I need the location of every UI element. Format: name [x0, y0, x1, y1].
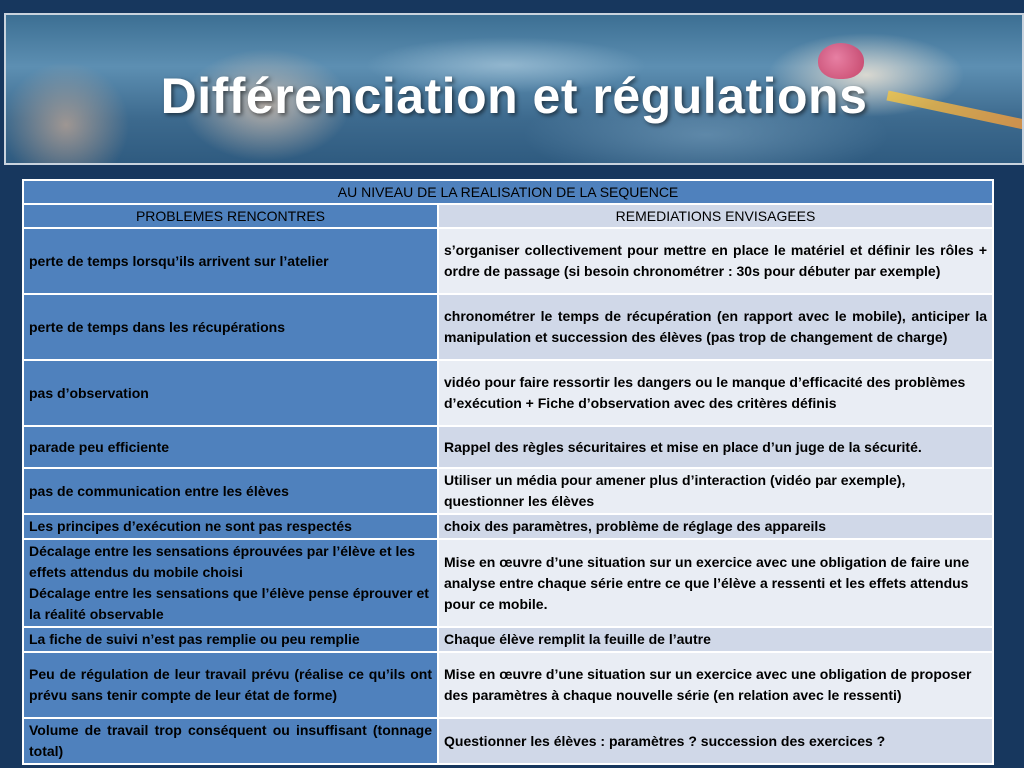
remediation-cell: Chaque élève remplit la feuille de l’autre	[438, 627, 993, 652]
slide-title: Différenciation et régulations	[160, 68, 868, 124]
problem-cell: perte de temps lorsqu’ils arrivent sur l’atelier	[23, 228, 438, 294]
remediation-cell: Mise en œuvre d’une situation sur un exercice avec une obligation de faire une analyse entre chaque série entre ce que l’élève a ressenti et les effets attendus pour ce mobile.	[438, 539, 993, 627]
remediation-cell: Rappel des règles sécuritaires et mise en place d’un juge de la sécurité.	[438, 426, 993, 468]
table-row	[23, 294, 993, 360]
problem-cell: La fiche de suivi n’est pas remplie ou peu remplie	[23, 627, 438, 652]
table-row	[23, 514, 993, 539]
table-row	[23, 468, 993, 514]
remediation-cell: Questionner les élèves : paramètres ? succession des exercices ?	[438, 718, 993, 764]
table-row	[23, 652, 993, 718]
remediation-cell: s’organiser collectivement pour mettre en place le matériel et définir les rôles + ordre de passage (si besoin chronométrer : 30s pour débuter par exemple)	[438, 228, 993, 294]
table-row	[23, 627, 993, 652]
remediation-table	[22, 179, 994, 765]
table-caption: AU NIVEAU DE LA REALISATION DE LA SEQUENCE	[23, 180, 993, 204]
problem-cell: Les principes d’exécution ne sont pas respectés	[23, 514, 438, 539]
column-header-remediations: REMEDIATIONS ENVISAGEES	[438, 204, 993, 228]
problem-cell: parade peu efficiente	[23, 426, 438, 468]
table-row	[23, 539, 993, 627]
table-row	[23, 718, 993, 764]
remediation-cell: chronométrer le temps de récupération (en rapport avec le mobile), anticiper la manipulation et succession des élèves (pas trop de changement de charge)	[438, 294, 993, 360]
problem-cell: pas d’observation	[23, 360, 438, 426]
problem-cell: Peu de régulation de leur travail prévu (réalise ce qu’ils ont prévu sans tenir compte de leur état de forme)	[23, 652, 438, 718]
table-row	[23, 426, 993, 468]
table-row	[23, 228, 993, 294]
problem-cell: perte de temps dans les récupérations	[23, 294, 438, 360]
table-row	[23, 360, 993, 426]
remediation-cell: vidéo pour faire ressortir les dangers ou le manque d’efficacité des problèmes d’exécution + Fiche d’observation avec des critères définis	[438, 360, 993, 426]
problem-cell: Volume de travail trop conséquent ou insuffisant (tonnage total)	[23, 718, 438, 764]
remediation-cell: Mise en œuvre d’une situation sur un exercice avec une obligation de proposer des paramètres à chaque nouvelle série (en relation avec le ressenti)	[438, 652, 993, 718]
column-header-problems: PROBLEMES RENCONTRES	[23, 204, 438, 228]
problem-cell	[23, 539, 438, 627]
problem-line-2: Décalage entre les sensations que l’élève pense éprouver et la réalité observable	[29, 585, 429, 622]
title-banner	[4, 13, 1024, 165]
remediation-cell: choix des paramètres, problème de réglage des appareils	[438, 514, 993, 539]
problem-line-1: Décalage entre les sensations éprouvées par l’élève et les effets attendus du mobile choisi	[29, 543, 415, 580]
remediation-table-wrapper	[22, 179, 992, 765]
remediation-cell: Utiliser un média pour amener plus d’interaction (vidéo par exemple), questionner les élèves	[438, 468, 993, 514]
problem-cell: pas de communication entre les élèves	[23, 468, 438, 514]
